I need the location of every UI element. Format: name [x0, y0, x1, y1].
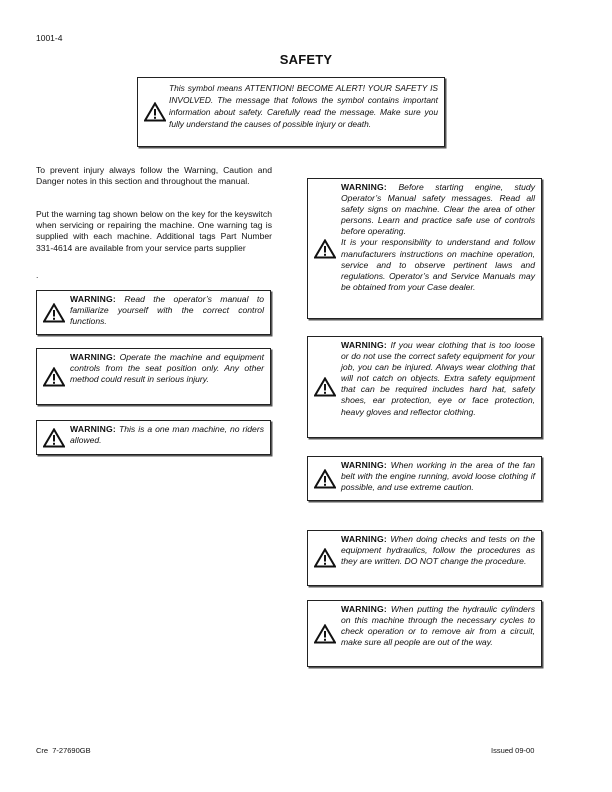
warning-label: WARNING: — [341, 604, 387, 614]
attention-text: This symbol means ATTENTION! BECOME ALERT! YOUR SAFETY IS INVOLVED. The message that follows the symbol contains important information about safety. Carefully read the message. Make sure you fully understand the causes of possible injury or death. — [169, 83, 438, 129]
warning-text: If you wear clothing that is too loose or do not use the correct safety equipment for your job, you can be injured. Always wear clothing that will not catch on objects. Extra safety equipment that can be required includes hard hat, safety shoes, ear protection, eye or face protection, heavy gloves and reflector clothing. — [341, 340, 535, 417]
warning-box — [36, 420, 271, 455]
warning-triangle-icon — [43, 367, 65, 387]
warning-text: Before starting engine, study Operator’s Manual safety messages. Read all safety signs on machine. Clear the area of other persons. Learn and practice safe use of controls before operating. — [341, 182, 536, 237]
warning-text: When doing checks and tests on the equipment hydraulics, follow the procedures as they are written. DO NOT change the procedure. — [341, 534, 536, 567]
warning-triangle-icon — [314, 548, 336, 568]
warning-text-continued: It is your responsibility to understand and follow manufacturers instructions on machine operation, service and to observe pertinent laws and regulations. Operator’s and Service Manuals may be obtained from your Case dealer. — [341, 237, 535, 292]
warning-label: WARNING: — [70, 352, 116, 362]
warning-label: WARNING: — [341, 460, 387, 470]
warning-triangle-icon — [314, 624, 336, 644]
warning-triangle-icon — [43, 303, 65, 323]
page-title: SAFETY — [279, 52, 333, 67]
warning-box — [307, 336, 542, 438]
intro-paragraph-1: To prevent injury always follow the Warning, Caution and Danger notes in this section and throughout the manual. — [36, 165, 272, 187]
warning-box — [36, 290, 271, 335]
stray-dot: . — [36, 270, 39, 280]
warning-box — [307, 530, 542, 586]
footer-issue-date: Issued 09-00 — [491, 746, 535, 755]
warning-label: WARNING: — [341, 534, 387, 544]
warning-text: When putting the hydraulic cylinders on this machine through the necessary cycles to check operation or to remove air from a circuit, make sure all people are out of the way. — [341, 604, 535, 648]
warning-label: WARNING: — [341, 182, 387, 192]
warning-text: Operate the machine and equipment controls from the seat position only. Any other method could result in serious injury. — [70, 352, 264, 385]
warning-box — [307, 178, 542, 319]
warning-box — [307, 600, 542, 667]
warning-box — [307, 456, 542, 501]
attention-box — [137, 77, 445, 147]
warning-text: When working in the area of the fan belt with the engine running, avoid loose clothing if possible, and use extreme caution. — [341, 460, 536, 493]
warning-triangle-icon — [314, 377, 336, 397]
footer-document-code: Cre 7-27690GB — [36, 746, 91, 755]
warning-label: WARNING: — [70, 294, 116, 304]
page-number: 1001-4 — [36, 33, 63, 43]
warning-label: WARNING: — [70, 424, 116, 434]
warning-triangle-icon — [314, 469, 336, 489]
warning-text: This is a one man machine, no riders allowed. — [70, 424, 264, 446]
warning-triangle-icon — [314, 239, 336, 259]
warning-label: WARNING: — [341, 340, 387, 350]
warning-text: Read the operator’s manual to familiarize yourself with the correct control functions. — [70, 294, 264, 327]
warning-triangle-icon — [144, 102, 166, 122]
warning-triangle-icon — [43, 428, 65, 448]
warning-box — [36, 348, 271, 405]
intro-paragraph-2: Put the warning tag shown below on the key for the keyswitch when servicing or repairing the machine. One warning tag is supplied with each machine. Additional tags Part Number 331-4614 are available from your service parts supplier — [36, 209, 272, 253]
